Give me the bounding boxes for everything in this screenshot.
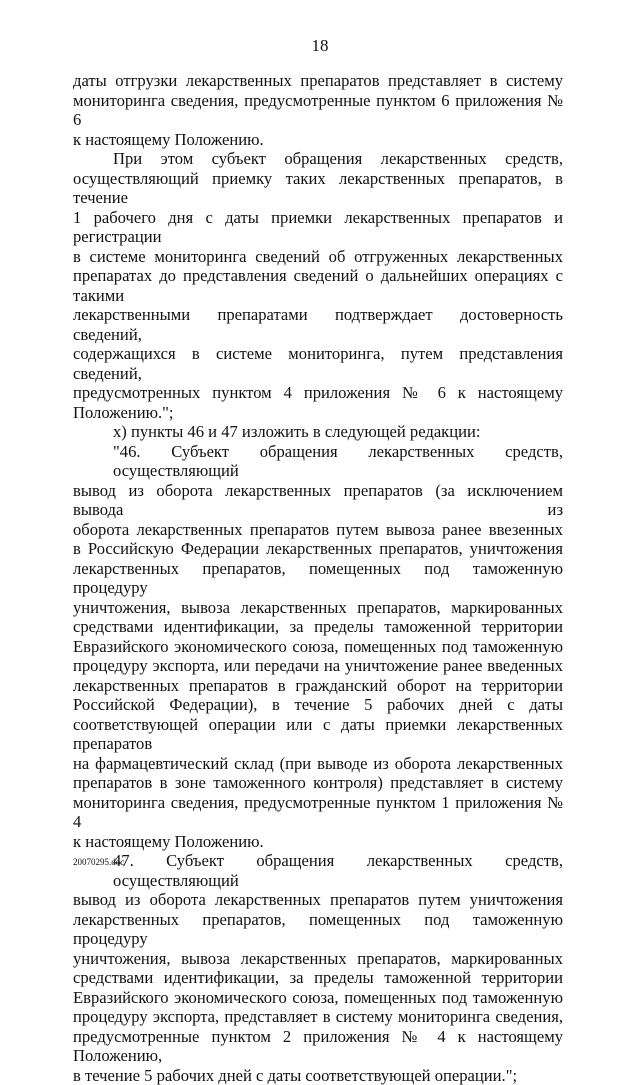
text-line: уничтожения, вывоза лекарственных препаратов, маркированных [73, 949, 563, 969]
document-file-code: 20070295.doc [73, 857, 124, 867]
text-line: в Российскую Федерации лекарственных препаратов, уничтожения [73, 539, 563, 559]
text-line: лекарственных препаратов, помещенных под таможенную процедуру [73, 559, 563, 598]
text-line: в системе мониторинга сведений об отгруженных лекарственных [73, 247, 563, 267]
text-line: на фармацевтический склад (при выводе из оборота лекарственных [73, 754, 563, 774]
text-line: вывод из оборота лекарственных препаратов путем уничтожения [73, 890, 563, 910]
text-line: в течение 5 рабочих дней с даты соответствующей операции."; [73, 1066, 563, 1085]
text-line: х) пункты 46 и 47 изложить в следующей редакции: [73, 422, 563, 442]
text-line: предусмотренные пунктом 2 приложения № 4 к настоящему Положению, [73, 1027, 563, 1066]
text-line: оборота лекарственных препаратов путем вывоза ранее ввезенных [73, 520, 563, 540]
document-body [73, 71, 563, 1085]
text-line: к настоящему Положению. [73, 832, 563, 852]
text-line: даты отгрузки лекарственных препаратов представляет в систему [73, 71, 563, 91]
text-line: соответствующей операции или с даты приемки лекарственных препаратов [73, 715, 563, 754]
text-line: лекарственными препаратами подтверждает достоверность сведений, [73, 305, 563, 344]
text-line: средствами идентификации, за пределы таможенной территории [73, 968, 563, 988]
text-line: 1 рабочего дня с даты приемки лекарственных препаратов и регистрации [73, 208, 563, 247]
text-line: уничтожения, вывоза лекарственных препаратов, маркированных [73, 598, 563, 618]
text-line: Евразийского экономического союза, помещенных под таможенную [73, 637, 563, 657]
text-line: к настоящему Положению. [73, 130, 563, 150]
text-line: Российской Федерации), в течение 5 рабочих дней с даты [73, 695, 563, 715]
text-line: лекарственных препаратов, помещенных под таможенную процедуру [73, 910, 563, 949]
text-line: процедуру экспорта, или передачи на уничтожение ранее введенных [73, 656, 563, 676]
text-line: мониторинга сведения, предусмотренные пунктом 1 приложения № 4 [73, 793, 563, 832]
text-line: При этом субъект обращения лекарственных средств, [73, 149, 563, 169]
text-line: содержащихся в системе мониторинга, путем представления сведений, [73, 344, 563, 383]
text-line: лекарственных препаратов в гражданский оборот на территории [73, 676, 563, 696]
text-line: препаратов в зоне таможенного контроля) представляет в систему [73, 773, 563, 793]
text-line: препаратах до представления сведений о дальнейших операциях с такими [73, 266, 563, 305]
text-line: Евразийского экономического союза, помещенных под таможенную [73, 988, 563, 1008]
text-line: средствами идентификации, за пределы таможенной территории [73, 617, 563, 637]
text-line: вывод из оборота лекарственных препаратов (за исключением вывода из [73, 481, 563, 520]
text-line: осуществляющий приемку таких лекарственных препаратов, в течение [73, 169, 563, 208]
text-line: процедуру экспорта, представляет в систему мониторинга сведения, [73, 1007, 563, 1027]
text-line: мониторинга сведения, предусмотренные пунктом 6 приложения № 6 [73, 91, 563, 130]
text-line: "46. Субъект обращения лекарственных средств, осуществляющий [73, 442, 563, 481]
text-line: предусмотренных пунктом 4 приложения № 6 к настоящему Положению."; [73, 383, 563, 422]
text-line: 47. Субъект обращения лекарственных средств, осуществляющий [73, 851, 563, 890]
page-number: 18 [0, 36, 640, 56]
